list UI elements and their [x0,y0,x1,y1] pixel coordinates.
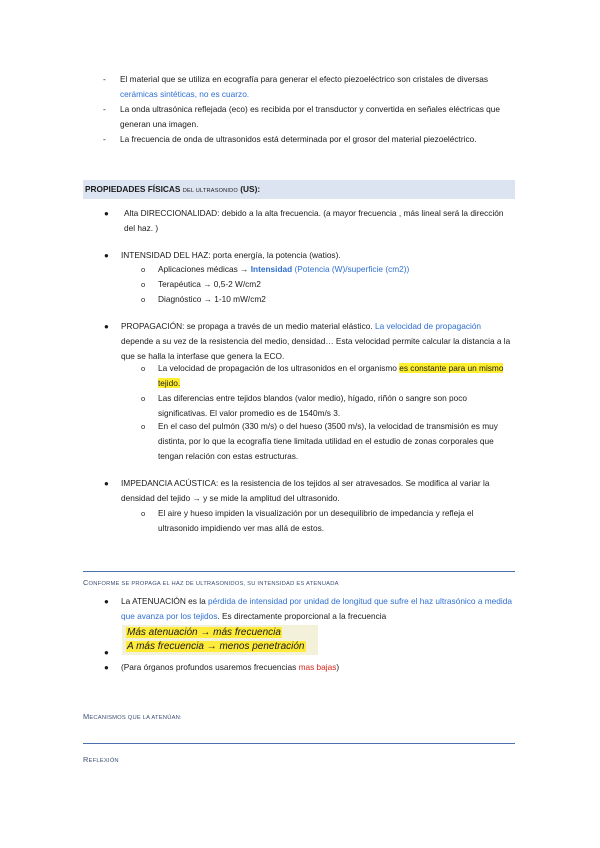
bullet-icon: ● [104,322,109,331]
intro-item-text: La frecuencia de onda de ultrasonidos está determinada por el grosor del material piezoeléctrico. [120,134,477,144]
bullet-text-blue: pérdida de intensidad por unidad de longitud que sufre el haz ultrasónico a medida que avanza por los tejidos [121,596,512,621]
bullet-text: INTENSIDAD DEL HAZ: porta energía, la potencia (watios). [121,250,341,260]
sub-item [141,262,513,277]
bullet-text: Alta DIRECCIONALIDAD: debido a la alta frecuencia. (a mayor frecuencia , más lineal será la dirección del haz. ) [124,208,504,233]
intro-item-blue: cerámicas sintéticas, no es cuarzo. [120,89,250,99]
subheading-conforme [83,575,339,592]
bullet-text-tail: . Es directamente proporcional a la frecuencia [217,611,387,621]
bullet-icon: ● [104,648,109,657]
bullet-text: PROPAGACIÓN: se propaga a través de un medio material elástico. [121,321,375,331]
sub-item [141,277,513,292]
bullet-direccionalidad [104,206,514,236]
bullet-icon: ● [104,663,109,672]
section-heading-properties [83,180,515,199]
bullet-note [104,660,514,675]
circle-bullet-icon: o [141,265,146,274]
bullet-text: (Para órganos profundos usaremos frecuencias [121,662,299,672]
sub-text: Terapéutica → 0,5-2 W/cm2 [158,279,261,289]
wordart-line-1 [126,627,282,639]
sub-item [141,419,513,464]
subheading-initial: R [83,755,89,764]
subheading-text: ONFORME SE PROPAGA EL HAZ DE ULTRASONIDOS, SU INTENSIDAD ES ATENUADA [88,581,339,587]
section-title-tail: (US): [240,184,261,194]
sub-text-blue: (Potencia (W)/superficie (cm2)) [292,264,410,274]
sub-text: El aire y hueso impiden la visualización por un desequilibrio de impedancia y refleja el ultrasonido impidiendo ver mas allá de estos. [158,508,474,533]
sub-item [141,292,513,307]
circle-bullet-icon: o [141,364,146,373]
sub-text: Diagnóstico → 1-10 mW/cm2 [158,294,266,304]
bullet-intensidad [104,248,514,263]
sub-text: Las diferencias entre tejidos blandos (valor medio), hígado, riñón o sangre son poco significativas. El valor promedio es de 1540m/s 3. [158,393,468,418]
bullet-text-tail: depende a su vez de la resistencia del medio, densidad… Esta velocidad permite calcular la distancia a la que se halla la interfase que genera la ECO. [121,336,511,361]
intro-item-text: El material que se utiliza en ecografía para generar el efecto piezoeléctrico son cristales de diversas [120,74,489,84]
sub-text-highlight: es constante para un mismo tejido. [158,363,504,388]
wordart-text-1: Más atenuación → más frecuencia [127,627,281,638]
sub-text: La velocidad de propagación de los ultrasonidos en el organismo [158,363,400,373]
sub-item [141,361,513,391]
circle-bullet-icon: o [141,280,146,289]
divider [83,743,515,744]
wordart-text-2: A más frecuencia → menos penetración [127,641,305,652]
list-item [103,72,503,102]
bullet-icon: ● [104,479,109,488]
circle-bullet-icon: o [141,295,146,304]
subheading-mecanismos [83,709,182,726]
intro-item-text: La onda ultrasónica reflejada (eco) es recibida por el transductor y convertida en señales eléctricas que generan una imagen. [120,104,501,129]
bullet-text-tail: ) [336,662,340,672]
bullet-text-blue: La velocidad de propagación [374,321,482,331]
subheading-initial: M [83,712,90,721]
sub-item [141,391,513,421]
bullet-text: IMPEDANCIA ACÚSTICA: es la resistencia de los tejidos al ser atravesados. Se modifica al variar la densidad del tejido → y se mide la amplitud del ultrasonido. [121,478,490,503]
section-title-small: DEL ULTRASONIDO [182,188,238,194]
list-item [103,132,503,147]
circle-bullet-icon: o [141,509,146,518]
bullet-icon: ● [104,209,109,218]
bullet-text: La ATENUACIÓN es la [121,596,208,606]
sub-text-blue-bold: Intensidad [250,264,293,274]
bullet-text-red: mas bajas [298,662,337,672]
wordart-line-2 [126,641,306,653]
bullet-icon: ● [104,597,109,606]
sub-text: Aplicaciones médicas → [158,264,251,274]
circle-bullet-icon: o [141,394,146,403]
subheading-text: ECANISMOS QUE LA ATENÚAN: [89,715,182,721]
sub-item [141,506,513,536]
bullet-icon: ● [104,251,109,260]
bullet-atenuacion [104,594,514,624]
subheading-text: EFLEXIÓN [88,758,119,764]
circle-bullet-icon: o [141,422,146,431]
divider [83,571,515,572]
bullet-impedancia [104,476,514,506]
list-item [103,102,503,132]
section-title: PROPIEDADES FÍSICAS [85,184,181,194]
subheading-reflexion [83,752,119,769]
sub-text: En el caso del pulmón (330 m/s) o del hueso (3500 m/s), la velocidad de transmisión es muy distinta, por lo que la ecografía tiene limitada utilidad en el estudio de zonas corporales que tengan relación con estas estructuras. [158,421,498,461]
bullet-propagacion [104,319,514,364]
subheading-initial: C [83,578,89,587]
intro-list [103,72,503,147]
